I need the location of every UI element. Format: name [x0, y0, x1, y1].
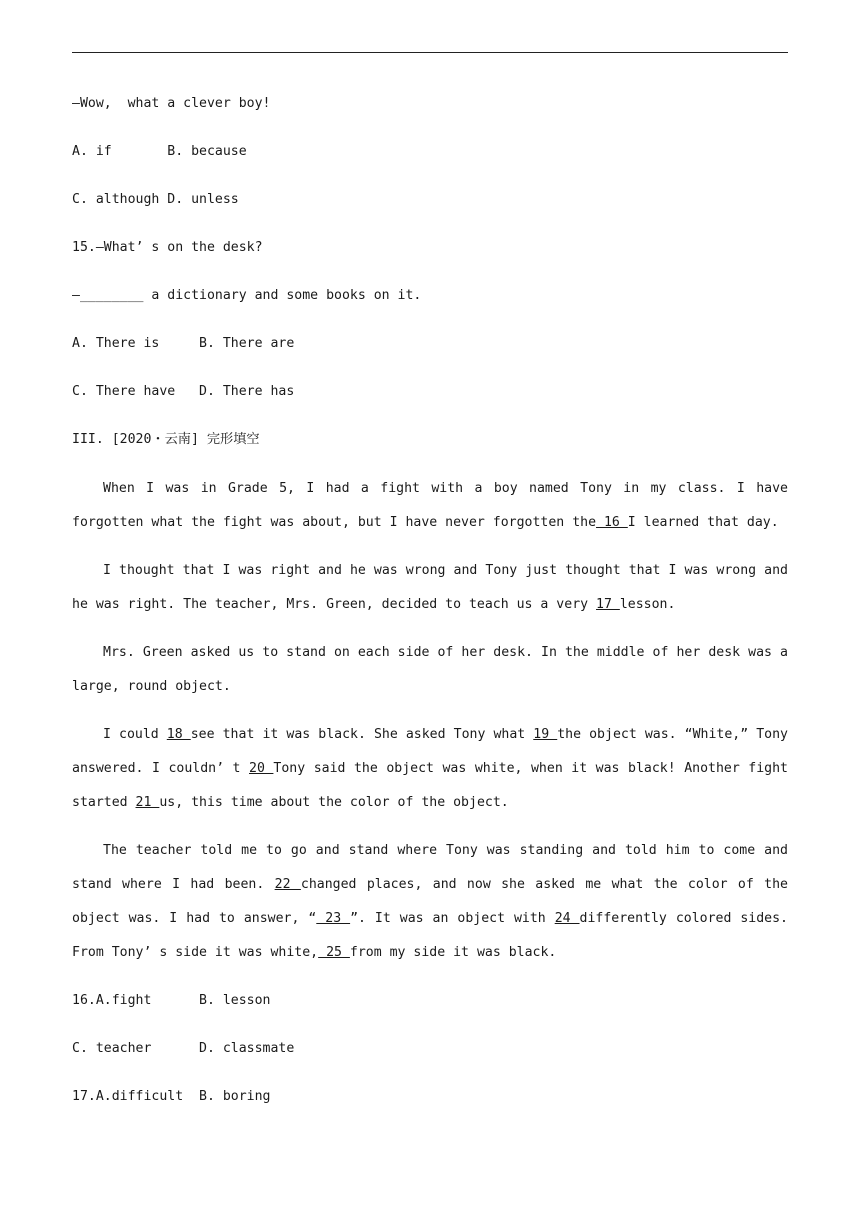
option-line: A. if B. because — [72, 144, 247, 159]
blank-23: 23 — [316, 911, 351, 926]
blank-24: 24 — [554, 911, 580, 926]
dialogue-line: —________ a dictionary and some books on it. — [72, 288, 422, 303]
question-16-options: 16.A.fight B. lesson — [72, 993, 271, 1008]
blank-22: 22 — [274, 877, 301, 892]
section-heading: III. [2020・云南] 完形填空 — [72, 432, 260, 447]
option-line: C. although D. unless — [72, 192, 239, 207]
dialogue-line: —Wow, what a clever boy! — [72, 96, 271, 111]
option-line: A. There is B. There are — [72, 336, 295, 351]
blank-17: 17 — [596, 597, 620, 612]
question-16-options: C. teacher D. classmate — [72, 1041, 295, 1056]
blank-25: 25 — [318, 945, 350, 960]
header-rule — [72, 52, 788, 53]
blank-18: 18 — [166, 727, 191, 742]
blank-21: 21 — [135, 795, 160, 810]
blank-19: 19 — [533, 727, 558, 742]
question-17-options: 17.A.difficult B. boring — [72, 1089, 271, 1104]
question-15: 15.—What’ s on the desk? — [72, 240, 263, 255]
option-line: C. There have D. There has — [72, 384, 295, 399]
blank-16: 16 — [596, 515, 628, 530]
passage-paragraph-1: When I was in Grade 5, I had a fight with a boy named Tony in my class. I have forgotten what the fight was about, but I have never forgotten the 16 I learned that day. — [72, 481, 788, 530]
passage-paragraph-3: Mrs. Green asked us to stand on each side of her desk. In the middle of her desk was a large, round object. — [72, 645, 788, 694]
blank-20: 20 — [249, 761, 274, 776]
passage-paragraph-4: I could 18 see that it was black. She asked Tony what 19 the object was. “White,” Tony answered. I couldn’ t 20 Tony said the object was white, when it was black! Another fight started 21 us, this time about the color of the object. — [72, 727, 788, 810]
passage-paragraph-2: I thought that I was right and he was wrong and Tony just thought that I was wrong and he was right. The teacher, Mrs. Green, decided to teach us a very 17 lesson. — [72, 563, 788, 612]
passage-paragraph-5: The teacher told me to go and stand where Tony was standing and told him to come and stand where I had been. 22 changed places, and now she asked me what the color of the object was. I had to answer, “ 23 ”. It was an object with 24 differently colored sides. From Tony’ s side it was white, 25 from my side it was black. — [72, 843, 788, 960]
